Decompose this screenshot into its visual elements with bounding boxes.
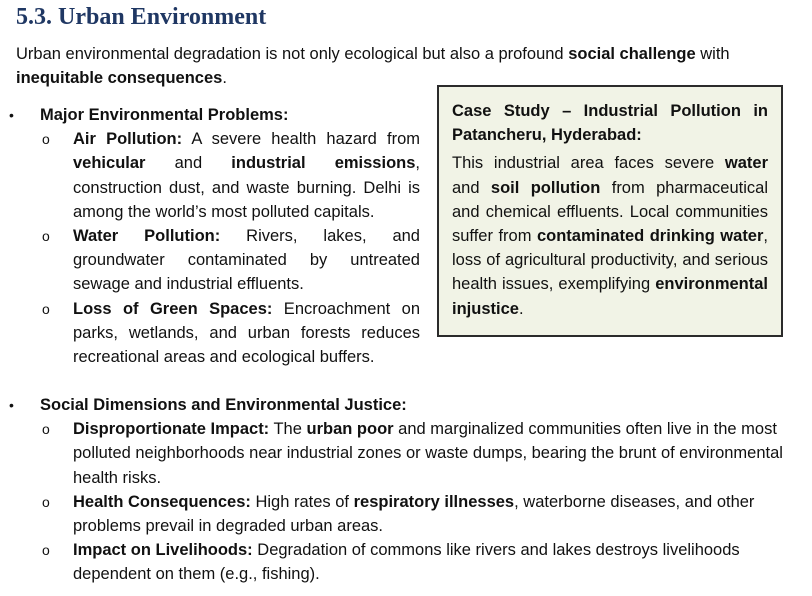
case-study-body: This industrial area faces severe water and soil pollution from pharmaceutical and chemical effluents. Local communities suffer from contaminated drinking water, loss of agricultural productivity, and serious health issues, exemplifying environmental injustice. [452, 154, 769, 318]
bullet-major-problems [0, 103, 420, 127]
intro-paragraph: Urban environmental degradation is not only ecological but also a profound social challenge with inequitable consequences. [16, 45, 730, 88]
section-heading: 5.3. Urban Environment [16, 4, 267, 30]
sub-item-air-pollution: o Air Pollution: A severe health hazard from vehicular and industrial emissions, construction dust, and waste burning. Delhi is among the world’s most polluted capitals. [0, 127, 420, 224]
social-dimensions-section [0, 393, 788, 587]
bullet-title: Major Environmental Problems: [40, 106, 289, 124]
major-problems-section [0, 103, 420, 369]
bullet-title: Social Dimensions and Environmental Justice: [40, 396, 407, 414]
circle-bullet-icon: o [42, 421, 50, 438]
bullet-social-dimensions [0, 393, 788, 417]
sub-item-water-pollution: o Water Pollution: Rivers, lakes, and groundwater contaminated by untreated sewage and industrial effluents. [0, 224, 420, 297]
sub-item-disproportionate-impact: o Disproportionate Impact: The urban poor and marginalized communities often live in the most polluted neighborhoods near industrial zones or waste dumps, bearing the brunt of environmental health risks. [0, 417, 788, 490]
bullet-icon: • [9, 397, 14, 413]
sub-item-health-consequences: o Health Consequences: High rates of respiratory illnesses, waterborne diseases, and other problems prevail in degraded urban areas. [0, 490, 788, 538]
sub-item-green-spaces: o Loss of Green Spaces: Encroachment on parks, wetlands, and urban forests reduces recreational areas and ecological buffers. [0, 297, 420, 370]
circle-bullet-icon: o [42, 228, 50, 245]
case-study-box [437, 85, 783, 337]
circle-bullet-icon: o [42, 131, 50, 148]
circle-bullet-icon: o [42, 493, 50, 510]
bullet-icon: • [9, 107, 14, 123]
sub-item-livelihoods: o Impact on Livelihoods: Degradation of commons like rivers and lakes destroys livelihoods dependent on them (e.g., fishing). [0, 538, 788, 586]
circle-bullet-icon: o [42, 542, 50, 559]
circle-bullet-icon: o [42, 300, 50, 317]
case-study-title: Case Study – Industrial Pollution in Patancheru, Hyderabad: [452, 102, 768, 145]
